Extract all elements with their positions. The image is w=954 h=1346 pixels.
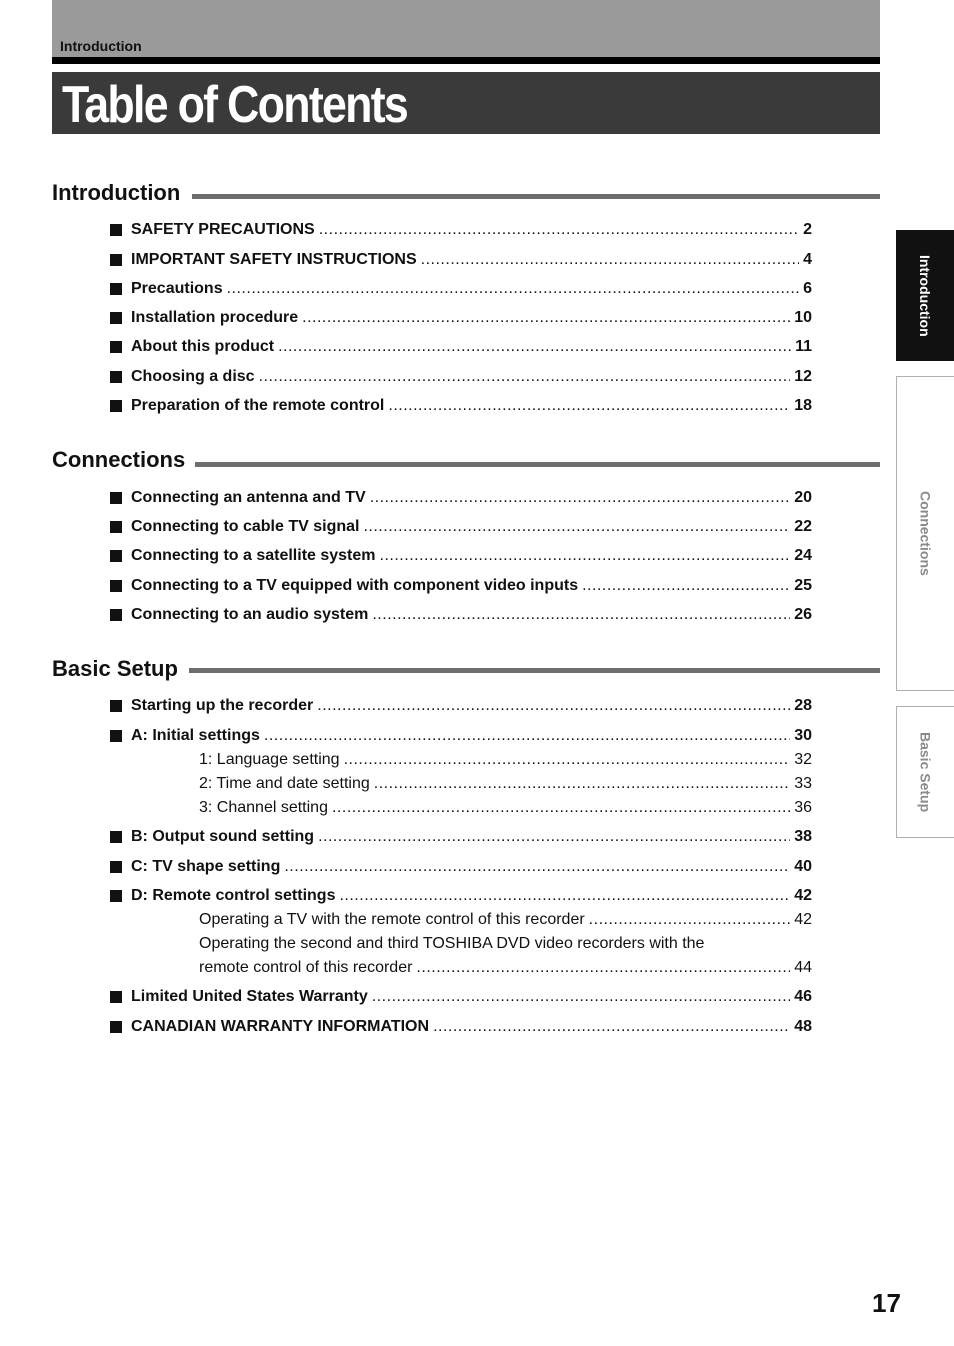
toc-subentry-operating-recorders-line1[interactable]: Operating the second and third TOSHIBA DVD video recorders with the [199, 935, 705, 952]
dot-leader [318, 826, 790, 848]
toc-subentry-operating-recorders[interactable] [199, 957, 812, 979]
dot-leader [380, 545, 791, 567]
toc-entry-label: Preparation of the remote control [131, 397, 385, 414]
dot-leader [284, 856, 790, 878]
toc-page-number: 11 [795, 338, 812, 355]
toc-entry-label: About this product [131, 338, 275, 355]
dot-leader [259, 366, 791, 388]
square-bullet-icon [110, 550, 122, 562]
header-rule [52, 57, 880, 64]
toc-page-number: 40 [794, 858, 812, 875]
square-bullet-icon [110, 283, 122, 295]
square-bullet-icon [110, 492, 122, 504]
square-bullet-icon [110, 312, 122, 324]
section-title: Basic Setup [52, 656, 188, 682]
toc-subentry-operating-tv[interactable] [199, 909, 812, 931]
toc-entry-antenna-and-tv[interactable] [110, 487, 812, 509]
section-heading-introduction [52, 180, 880, 210]
toc-page-number: 28 [794, 697, 812, 714]
toc-page-number: 18 [794, 397, 812, 414]
square-bullet-icon [110, 521, 122, 533]
toc-entry-label: CANADIAN WARRANTY INFORMATION [131, 1018, 430, 1035]
dot-leader [339, 885, 790, 907]
square-bullet-icon [110, 254, 122, 266]
toc-entry-label: Connecting to a satellite system [131, 547, 376, 564]
toc-entry-precautions[interactable] [110, 278, 812, 300]
section-rule [192, 194, 880, 199]
toc-entry-important-safety-instructions[interactable] [110, 249, 812, 271]
toc-page-number: 22 [794, 518, 812, 535]
square-bullet-icon [110, 1021, 122, 1033]
dot-leader [344, 749, 791, 771]
square-bullet-icon [110, 730, 122, 742]
toc-entry-label: Connecting to an audio system [131, 606, 369, 623]
toc-entry-satellite-system[interactable] [110, 545, 812, 567]
page-number: 17 [872, 1288, 901, 1318]
square-bullet-icon [110, 991, 122, 1003]
toc-entry-label: Connecting to cable TV signal [131, 518, 360, 535]
toc-entry-about-this-product[interactable] [110, 336, 812, 358]
toc-entry-us-warranty[interactable] [110, 986, 812, 1008]
toc-entry-output-sound[interactable] [110, 826, 812, 848]
dot-leader [433, 1016, 790, 1038]
toc-entry-label: Connecting an antenna and TV [131, 489, 366, 506]
dot-leader [370, 487, 791, 509]
toc-page-number: 44 [794, 959, 812, 976]
toc-page-number: 6 [803, 280, 812, 297]
side-tab-basic-setup[interactable] [896, 706, 954, 838]
toc-entry-component-video[interactable] [110, 575, 812, 597]
section-rule [192, 462, 880, 467]
toc-entry-label: D: Remote control settings [131, 887, 336, 904]
toc-entry-starting-up[interactable] [110, 695, 812, 717]
toc-page-number: 2 [803, 221, 812, 238]
toc-entry-label: Starting up the recorder [131, 697, 314, 714]
dot-leader [374, 773, 790, 795]
toc-page-number: 20 [794, 489, 812, 506]
square-bullet-icon [110, 371, 122, 383]
toc-page-number: 4 [803, 251, 812, 268]
square-bullet-icon [110, 400, 122, 412]
side-tab-label: Basic Setup [917, 731, 934, 813]
toc-entry-label: B: Output sound setting [131, 828, 315, 845]
toc-page-number: 48 [794, 1018, 812, 1035]
section-heading-basic-setup [52, 656, 880, 686]
toc-entry-audio-system[interactable] [110, 604, 812, 626]
page-title: Table of Contents [62, 76, 408, 134]
toc-entry-canadian-warranty[interactable] [110, 1016, 812, 1038]
dot-leader [421, 249, 799, 271]
square-bullet-icon [110, 580, 122, 592]
running-header-label: Introduction [60, 38, 142, 54]
side-tab-label: Connections [917, 491, 934, 576]
toc-entry-safety-precautions[interactable] [110, 219, 812, 241]
toc-entry-label: IMPORTANT SAFETY INSTRUCTIONS [131, 251, 417, 268]
toc-page-number: 46 [794, 988, 812, 1005]
dot-leader [363, 516, 790, 538]
toc-page-number: 25 [794, 577, 812, 594]
dot-leader [227, 278, 800, 300]
toc-subentry-language-setting[interactable] [199, 749, 812, 771]
dot-leader [317, 695, 790, 717]
toc-entry-label: 1: Language setting [199, 751, 340, 768]
dot-leader [582, 575, 790, 597]
toc-entry-preparation-remote-control[interactable] [110, 395, 812, 417]
section-title: Introduction [52, 180, 190, 206]
toc-entry-label: Precautions [131, 280, 223, 297]
toc-page-number: 32 [794, 751, 812, 768]
dot-leader [372, 604, 790, 626]
square-bullet-icon [110, 609, 122, 621]
dot-leader [302, 307, 790, 329]
dot-leader [278, 336, 791, 358]
dot-leader [416, 957, 790, 979]
toc-entry-choosing-a-disc[interactable] [110, 366, 812, 388]
square-bullet-icon [110, 831, 122, 843]
toc-page-number: 30 [794, 727, 812, 744]
toc-page-number: 24 [794, 547, 812, 564]
square-bullet-icon [110, 700, 122, 712]
section-rule [189, 668, 880, 673]
toc-page-number: 33 [794, 775, 812, 792]
toc-page-number: 38 [794, 828, 812, 845]
dot-leader [388, 395, 790, 417]
side-tab-introduction[interactable] [896, 230, 954, 361]
running-header [52, 0, 880, 57]
section-title: Connections [52, 447, 195, 473]
toc-entry-installation-procedure[interactable] [110, 307, 812, 329]
toc-subentry-time-and-date[interactable] [199, 773, 812, 795]
toc-entry-label: C: TV shape setting [131, 858, 281, 875]
toc-entry-cable-tv-signal[interactable] [110, 516, 812, 538]
toc-page-number: 10 [794, 309, 812, 326]
toc-subentry-channel-setting[interactable] [199, 797, 812, 819]
toc-entry-initial-settings[interactable] [110, 725, 812, 747]
toc-entry-label: Installation procedure [131, 309, 299, 326]
dot-leader [264, 725, 790, 747]
toc-entry-label: Limited United States Warranty [131, 988, 368, 1005]
title-bar [52, 72, 880, 134]
toc-entry-label: remote control of this recorder [199, 959, 413, 976]
dot-leader [319, 219, 799, 241]
toc-entry-label: Operating a TV with the remote control of this recorder [199, 911, 585, 928]
toc-entry-label: 2: Time and date setting [199, 775, 370, 792]
toc-entry-label: SAFETY PRECAUTIONS [131, 221, 315, 238]
toc-entry-remote-control-settings[interactable] [110, 885, 812, 907]
dot-leader [589, 909, 791, 931]
square-bullet-icon [110, 341, 122, 353]
toc-page-number: 26 [794, 606, 812, 623]
dot-leader [372, 986, 790, 1008]
toc-entry-label: Connecting to a TV equipped with component video inputs [131, 577, 579, 594]
toc-page-number: 12 [794, 368, 812, 385]
toc-entry-label: A: Initial settings [131, 727, 260, 744]
side-tab-label: Introduction [917, 254, 933, 337]
toc-entry-tv-shape[interactable] [110, 856, 812, 878]
toc-page-number: 42 [794, 887, 812, 904]
toc-entry-label: 3: Channel setting [199, 799, 328, 816]
dot-leader [332, 797, 790, 819]
square-bullet-icon [110, 224, 122, 236]
square-bullet-icon [110, 861, 122, 873]
side-tab-connections[interactable] [896, 376, 954, 691]
section-heading-connections [52, 447, 880, 477]
toc-page-number: 36 [794, 799, 812, 816]
toc-entry-label: Choosing a disc [131, 368, 255, 385]
square-bullet-icon [110, 890, 122, 902]
toc-page-number: 42 [794, 911, 812, 928]
